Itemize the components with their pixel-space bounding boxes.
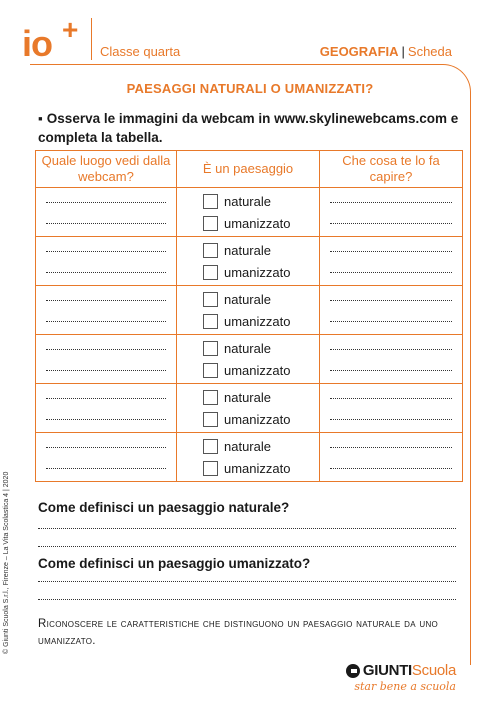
write-line <box>330 369 452 371</box>
option-natural[interactable] <box>177 239 319 261</box>
option-natural-label: naturale <box>224 291 271 307</box>
place-answer-cell[interactable] <box>36 237 177 286</box>
copyright-credit: © Giunti Scuola S.r.l., Firenze – La Vita Scolastica 4 | 2020 <box>3 471 10 654</box>
option-natural-label: naturale <box>224 193 271 209</box>
checkbox-natural[interactable] <box>203 390 218 405</box>
question-humanized: Come definisci un paesaggio umanizzato? <box>38 556 311 571</box>
option-humanized[interactable] <box>177 457 319 479</box>
brand-name-bold: GIUNTI <box>362 662 412 679</box>
answer-line[interactable] <box>38 527 456 529</box>
table-row <box>36 188 463 237</box>
checkbox-natural[interactable] <box>203 439 218 454</box>
answer-line[interactable] <box>38 598 456 600</box>
header-reason: Che cosa te lo fa capire? <box>320 151 463 188</box>
reason-answer-cell[interactable] <box>320 188 463 237</box>
option-natural[interactable] <box>177 435 319 457</box>
write-line <box>46 201 166 203</box>
doc-type: Scheda <box>407 44 452 59</box>
option-humanized[interactable] <box>177 212 319 234</box>
header-landscape: È un paesaggio <box>177 151 320 188</box>
write-line <box>330 418 452 420</box>
brand-tagline: star bene a scuola <box>354 680 456 693</box>
option-natural[interactable] <box>177 386 319 408</box>
subject-label <box>320 44 452 59</box>
checkbox-humanized[interactable] <box>203 216 218 231</box>
brand-name-light: Scuola <box>411 662 456 679</box>
landscape-choice-cell <box>177 237 320 286</box>
write-line <box>330 348 452 350</box>
checkbox-natural[interactable] <box>203 292 218 307</box>
checkbox-humanized[interactable] <box>203 461 218 476</box>
option-natural[interactable] <box>177 337 319 359</box>
instruction-text: Osserva le immagini da webcam in www.skylinewebcams.com e completa la tabella. <box>38 111 459 145</box>
checkbox-natural[interactable] <box>203 243 218 258</box>
place-answer-cell[interactable] <box>36 286 177 335</box>
table-row <box>36 433 463 482</box>
table-row <box>36 384 463 433</box>
write-line <box>330 201 452 203</box>
checkbox-humanized[interactable] <box>203 314 218 329</box>
write-line <box>46 320 166 322</box>
reason-answer-cell[interactable] <box>320 335 463 384</box>
checkbox-natural[interactable] <box>203 194 218 209</box>
place-answer-cell[interactable] <box>36 188 177 237</box>
checkbox-humanized[interactable] <box>203 412 218 427</box>
option-humanized[interactable] <box>177 261 319 283</box>
write-line <box>330 299 452 301</box>
question-natural: Come definisci un paesaggio naturale? <box>38 500 290 515</box>
option-humanized-label: umanizzato <box>224 460 291 476</box>
landscape-choice-cell <box>177 286 320 335</box>
landscape-choice-cell <box>177 433 320 482</box>
write-line <box>330 467 452 469</box>
instruction <box>38 109 468 147</box>
option-humanized[interactable] <box>177 408 319 430</box>
table-header-row <box>36 151 463 188</box>
option-humanized[interactable] <box>177 310 319 332</box>
place-answer-cell[interactable] <box>36 384 177 433</box>
option-humanized-label: umanizzato <box>224 215 291 231</box>
option-natural-label: naturale <box>224 340 271 356</box>
reason-answer-cell[interactable] <box>320 433 463 482</box>
checkbox-humanized[interactable] <box>203 265 218 280</box>
subject-separator: | <box>401 44 405 59</box>
logo-plus: + <box>62 14 79 45</box>
io-plus-logo <box>22 14 80 64</box>
header-place: Quale luogo vedi dalla webcam? <box>36 151 177 188</box>
landscape-choice-cell <box>177 335 320 384</box>
option-humanized[interactable] <box>177 359 319 381</box>
option-natural-label: naturale <box>224 438 271 454</box>
option-humanized-label: umanizzato <box>224 264 291 280</box>
write-line <box>330 271 452 273</box>
write-line <box>330 320 452 322</box>
table-row <box>36 286 463 335</box>
write-line <box>330 397 452 399</box>
write-line <box>330 222 452 224</box>
table-row <box>36 237 463 286</box>
write-line <box>330 250 452 252</box>
write-line <box>330 446 452 448</box>
option-natural[interactable] <box>177 288 319 310</box>
option-humanized-label: umanizzato <box>224 362 291 378</box>
giunti-scuola-brand <box>346 662 456 693</box>
landscape-choice-cell <box>177 384 320 433</box>
option-natural-label: naturale <box>224 389 271 405</box>
answer-line[interactable] <box>38 545 456 547</box>
write-line <box>46 418 166 420</box>
reason-answer-cell[interactable] <box>320 237 463 286</box>
answer-table <box>35 150 463 482</box>
option-humanized-label: umanizzato <box>224 411 291 427</box>
option-natural[interactable] <box>177 190 319 212</box>
write-line <box>46 369 166 371</box>
write-line <box>46 271 166 273</box>
option-humanized-label: umanizzato <box>224 313 291 329</box>
learning-goal: Riconoscere le caratteristiche che distinguono un paesaggio naturale da uno umanizzato. <box>38 618 439 647</box>
page-title: PAESAGGI NATURALI O UMANIZZATI? <box>126 81 374 96</box>
grade-label: Classe quarta <box>100 44 181 59</box>
reason-answer-cell[interactable] <box>320 286 463 335</box>
option-natural-label: naturale <box>224 242 271 258</box>
write-line <box>46 446 166 448</box>
reason-answer-cell[interactable] <box>320 384 463 433</box>
instruction-bullet: ▪ <box>38 111 43 126</box>
table-row <box>36 335 463 384</box>
write-line <box>46 222 166 224</box>
subject-name: GEOGRAFIA <box>319 44 399 59</box>
checkbox-humanized[interactable] <box>203 363 218 378</box>
write-line <box>46 348 166 350</box>
header-divider <box>91 18 92 60</box>
write-line <box>46 250 166 252</box>
giunti-logo-icon <box>346 664 360 678</box>
place-answer-cell[interactable] <box>36 433 177 482</box>
landscape-choice-cell <box>177 188 320 237</box>
place-answer-cell[interactable] <box>36 335 177 384</box>
write-line <box>46 397 166 399</box>
logo-text: io <box>22 23 52 64</box>
write-line <box>46 467 166 469</box>
brand-name <box>346 662 456 679</box>
answer-line[interactable] <box>38 580 456 582</box>
write-line <box>46 299 166 301</box>
checkbox-natural[interactable] <box>203 341 218 356</box>
